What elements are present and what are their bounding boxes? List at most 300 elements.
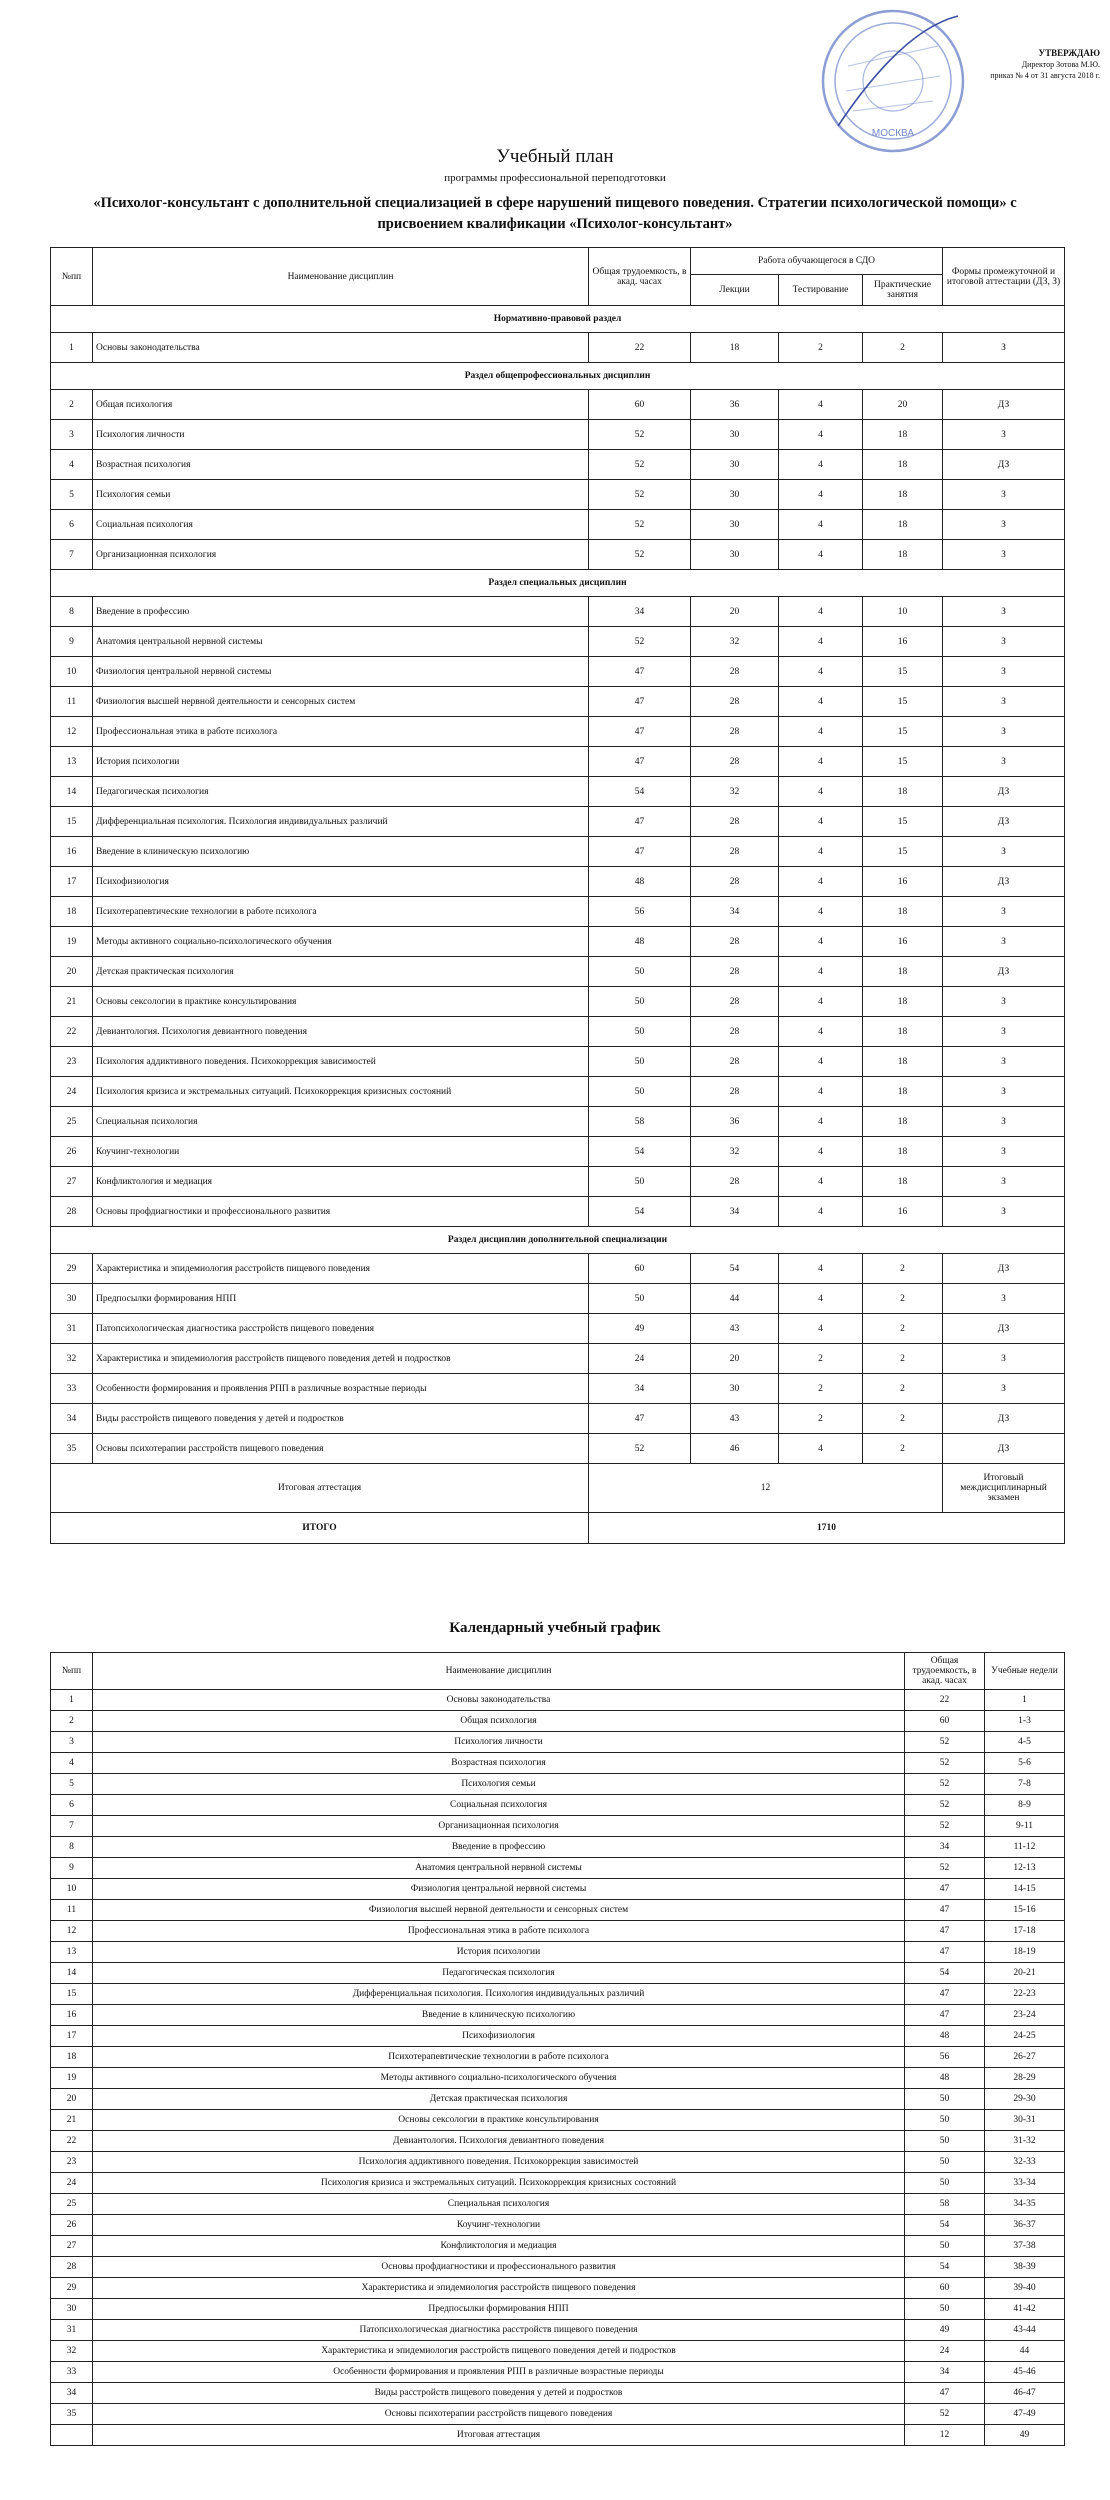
cell-num: 15 — [51, 807, 93, 837]
cell-testing: 2 — [779, 1344, 863, 1374]
cell-testing: 4 — [779, 1284, 863, 1314]
header-num: №пп — [51, 248, 93, 306]
section-title: Раздел общепрофессиональных дисциплин — [51, 363, 1065, 390]
cell-total: 47 — [589, 717, 691, 747]
calendar-row — [51, 2425, 1065, 2446]
cal-num: 27 — [51, 2236, 93, 2257]
table-row — [51, 390, 1065, 420]
cell-practice: 10 — [863, 597, 943, 627]
cal-total: 49 — [905, 2320, 985, 2341]
cell-total: 52 — [589, 540, 691, 570]
cell-num: 25 — [51, 1107, 93, 1137]
cell-practice: 18 — [863, 450, 943, 480]
cell-form: З — [943, 897, 1065, 927]
cell-practice: 2 — [863, 333, 943, 363]
calendar-row — [51, 2278, 1065, 2299]
cal-total: 12 — [905, 2425, 985, 2446]
table-row — [51, 1107, 1065, 1137]
table-row — [51, 1404, 1065, 1434]
cell-name: Психофизиология — [93, 867, 589, 897]
cell-form: З — [943, 1137, 1065, 1167]
cell-lectures: 43 — [691, 1314, 779, 1344]
calendar-row — [51, 2068, 1065, 2089]
cell-num: 35 — [51, 1434, 93, 1464]
cell-testing: 4 — [779, 1137, 863, 1167]
section-row — [51, 1227, 1065, 1254]
cell-practice: 2 — [863, 1434, 943, 1464]
cell-num: 30 — [51, 1284, 93, 1314]
cal-weeks: 29-30 — [985, 2089, 1065, 2110]
cell-num: 27 — [51, 1167, 93, 1197]
header-testing: Тестирование — [779, 275, 863, 306]
cal-total: 58 — [905, 2194, 985, 2215]
cal-total: 47 — [905, 1879, 985, 1900]
cell-name: Введение в профессию — [93, 597, 589, 627]
cell-lectures: 34 — [691, 897, 779, 927]
cell-name: Основы психотерапии расстройств пищевого поведения — [93, 1434, 589, 1464]
cal-name: Психология аддиктивного поведения. Психокоррекция зависимостей — [93, 2152, 905, 2173]
cell-lectures: 30 — [691, 420, 779, 450]
cal-total: 54 — [905, 2215, 985, 2236]
calendar-row — [51, 1984, 1065, 2005]
cal-num: 30 — [51, 2299, 93, 2320]
cal-weeks: 45-46 — [985, 2362, 1065, 2383]
cal-weeks: 49 — [985, 2425, 1065, 2446]
table-row — [51, 1167, 1065, 1197]
cell-total: 60 — [589, 1254, 691, 1284]
cell-lectures: 28 — [691, 657, 779, 687]
cell-num: 12 — [51, 717, 93, 747]
cell-total: 56 — [589, 897, 691, 927]
cell-testing: 4 — [779, 1077, 863, 1107]
cal-weeks: 7-8 — [985, 1774, 1065, 1795]
cell-num: 5 — [51, 480, 93, 510]
header-name: Наименование дисциплин — [93, 248, 589, 306]
table-row — [51, 540, 1065, 570]
cell-num: 3 — [51, 420, 93, 450]
cell-num: 22 — [51, 1017, 93, 1047]
calendar-row — [51, 2341, 1065, 2362]
calendar-row — [51, 1795, 1065, 1816]
cell-lectures: 28 — [691, 687, 779, 717]
table-row — [51, 1344, 1065, 1374]
calendar-row — [51, 1942, 1065, 1963]
cell-name: Организационная психология — [93, 540, 589, 570]
cal-name: Виды расстройств пищевого поведения у детей и подростков — [93, 2383, 905, 2404]
cell-testing: 4 — [779, 420, 863, 450]
calendar-body — [51, 1690, 1065, 2446]
cell-form: З — [943, 837, 1065, 867]
table-row — [51, 867, 1065, 897]
cal-weeks: 26-27 — [985, 2047, 1065, 2068]
cal-name: Психология семьи — [93, 1774, 905, 1795]
header-practice: Практические занятия — [863, 275, 943, 306]
total-row — [51, 1513, 1065, 1544]
cell-lectures: 36 — [691, 1107, 779, 1137]
cell-total: 58 — [589, 1107, 691, 1137]
cell-testing: 4 — [779, 807, 863, 837]
cell-name: Дифференциальная психология. Психология индивидуальных различий — [93, 807, 589, 837]
cell-testing: 4 — [779, 1017, 863, 1047]
cell-lectures: 28 — [691, 1167, 779, 1197]
cal-weeks: 15-16 — [985, 1900, 1065, 1921]
cell-testing: 2 — [779, 1374, 863, 1404]
cell-practice: 18 — [863, 420, 943, 450]
cell-practice: 20 — [863, 390, 943, 420]
cell-name: Конфликтология и медиация — [93, 1167, 589, 1197]
cell-practice: 18 — [863, 957, 943, 987]
cell-total: 54 — [589, 1197, 691, 1227]
cell-lectures: 32 — [691, 1137, 779, 1167]
cell-practice: 16 — [863, 867, 943, 897]
calendar-row — [51, 1921, 1065, 1942]
cell-form: З — [943, 1167, 1065, 1197]
cell-testing: 2 — [779, 333, 863, 363]
cell-name: Основы сексологии в практике консультирования — [93, 987, 589, 1017]
cal-num: 7 — [51, 1816, 93, 1837]
cal-weeks: 4-5 — [985, 1732, 1065, 1753]
cal-total: 50 — [905, 2131, 985, 2152]
cal-num: 32 — [51, 2341, 93, 2362]
calendar-row — [51, 1774, 1065, 1795]
cal-name: Девиантология. Психология девиантного поведения — [93, 2131, 905, 2152]
cal-num: 16 — [51, 2005, 93, 2026]
table-row — [51, 957, 1065, 987]
cal-name: Конфликтология и медиация — [93, 2236, 905, 2257]
cell-lectures: 32 — [691, 777, 779, 807]
cal-name: Введение в клиническую психологию — [93, 2005, 905, 2026]
cell-practice: 18 — [863, 480, 943, 510]
cal-name: Особенности формирования и проявления РПП в различные возрастные периоды — [93, 2362, 905, 2383]
calendar-row — [51, 1711, 1065, 1732]
cell-name: Психология кризиса и экстремальных ситуаций. Психокоррекция кризисных состояний — [93, 1077, 589, 1107]
cal-weeks: 30-31 — [985, 2110, 1065, 2131]
cell-form: ДЗ — [943, 777, 1065, 807]
cell-num: 21 — [51, 987, 93, 1017]
cell-name: Возрастная психология — [93, 450, 589, 480]
section-title: Раздел дисциплин дополнительной специализации — [51, 1227, 1065, 1254]
cell-total: 52 — [589, 450, 691, 480]
cell-testing: 4 — [779, 657, 863, 687]
calendar-row — [51, 2236, 1065, 2257]
cell-testing: 4 — [779, 1047, 863, 1077]
calendar-row — [51, 1837, 1065, 1858]
cal-weeks: 8-9 — [985, 1795, 1065, 1816]
cal-weeks: 43-44 — [985, 2320, 1065, 2341]
cell-total: 47 — [589, 657, 691, 687]
cell-form: З — [943, 717, 1065, 747]
cal-total: 22 — [905, 1690, 985, 1711]
cell-total: 50 — [589, 1284, 691, 1314]
cal-num: 22 — [51, 2131, 93, 2152]
cal-num: 17 — [51, 2026, 93, 2047]
cal-num: 8 — [51, 1837, 93, 1858]
cell-practice: 18 — [863, 1107, 943, 1137]
cell-form: ДЗ — [943, 390, 1065, 420]
cell-total: 54 — [589, 777, 691, 807]
cal-num: 24 — [51, 2173, 93, 2194]
cell-name: Профессиональная этика в работе психолога — [93, 717, 589, 747]
cal-weeks: 36-37 — [985, 2215, 1065, 2236]
table-row — [51, 1197, 1065, 1227]
cell-total: 50 — [589, 1167, 691, 1197]
cal-total: 50 — [905, 2152, 985, 2173]
cal-name: Педагогическая психология — [93, 1963, 905, 1984]
cal-header-weeks: Учебные недели — [985, 1653, 1065, 1690]
cell-form: ДЗ — [943, 1254, 1065, 1284]
calendar-table — [50, 1652, 1065, 2446]
cell-practice: 16 — [863, 1197, 943, 1227]
curriculum-table — [50, 247, 1065, 1544]
cal-num: 10 — [51, 1879, 93, 1900]
cal-weeks: 32-33 — [985, 2152, 1065, 2173]
calendar-row — [51, 1690, 1065, 1711]
cal-total: 54 — [905, 2257, 985, 2278]
cell-name: Анатомия центральной нервной системы — [93, 627, 589, 657]
cal-num: 14 — [51, 1963, 93, 1984]
cal-name: Физиология центральной нервной системы — [93, 1879, 905, 1900]
cell-total: 22 — [589, 333, 691, 363]
calendar-row — [51, 2194, 1065, 2215]
table-row — [51, 597, 1065, 627]
cal-num: 5 — [51, 1774, 93, 1795]
cell-total: 50 — [589, 1047, 691, 1077]
cal-name: История психологии — [93, 1942, 905, 1963]
cal-num: 28 — [51, 2257, 93, 2278]
cal-weeks: 41-42 — [985, 2299, 1065, 2320]
header-lectures: Лекции — [691, 275, 779, 306]
seal-stamp — [818, 6, 968, 156]
calendar-row — [51, 2257, 1065, 2278]
cell-testing: 4 — [779, 867, 863, 897]
cell-name: Психология личности — [93, 420, 589, 450]
cell-practice: 18 — [863, 540, 943, 570]
cal-total: 50 — [905, 2089, 985, 2110]
cell-total: 60 — [589, 390, 691, 420]
cell-practice: 15 — [863, 837, 943, 867]
cell-form: ДЗ — [943, 1404, 1065, 1434]
cell-practice: 18 — [863, 1077, 943, 1107]
cell-total: 50 — [589, 987, 691, 1017]
table-row — [51, 1077, 1065, 1107]
cell-lectures: 30 — [691, 480, 779, 510]
cell-testing: 2 — [779, 1404, 863, 1434]
cell-practice: 15 — [863, 657, 943, 687]
section-title: Раздел специальных дисциплин — [51, 570, 1065, 597]
final-hours: 12 — [589, 1464, 943, 1513]
cal-weeks: 47-49 — [985, 2404, 1065, 2425]
cal-num: 20 — [51, 2089, 93, 2110]
table-row — [51, 1374, 1065, 1404]
cal-total: 52 — [905, 1795, 985, 1816]
cal-weeks: 38-39 — [985, 2257, 1065, 2278]
calendar-row — [51, 2320, 1065, 2341]
cell-testing: 4 — [779, 510, 863, 540]
cell-num: 20 — [51, 957, 93, 987]
approval-director: Директор Зотова М.Ю. — [1021, 60, 1100, 69]
cal-name: Итоговая аттестация — [93, 2425, 905, 2446]
cal-name: Анатомия центральной нервной системы — [93, 1858, 905, 1879]
cell-testing: 4 — [779, 987, 863, 1017]
cell-lectures: 54 — [691, 1254, 779, 1284]
cell-lectures: 30 — [691, 1374, 779, 1404]
cell-name: Характеристика и эпидемиология расстройств пищевого поведения детей и подростков — [93, 1344, 589, 1374]
cell-lectures: 28 — [691, 927, 779, 957]
cell-name: Социальная психология — [93, 510, 589, 540]
cal-total: 60 — [905, 1711, 985, 1732]
calendar-row — [51, 1900, 1065, 1921]
cell-lectures: 20 — [691, 1344, 779, 1374]
cell-lectures: 30 — [691, 540, 779, 570]
calendar-row — [51, 2110, 1065, 2131]
cell-name: Основы законодательства — [93, 333, 589, 363]
table-row — [51, 657, 1065, 687]
cell-name: Педагогическая психология — [93, 777, 589, 807]
cell-form: З — [943, 1107, 1065, 1137]
cell-form: ДЗ — [943, 1434, 1065, 1464]
cell-practice: 18 — [863, 897, 943, 927]
cell-testing: 4 — [779, 1167, 863, 1197]
section-title: Нормативно-правовой раздел — [51, 306, 1065, 333]
cal-total: 52 — [905, 1774, 985, 1795]
cell-testing: 4 — [779, 897, 863, 927]
cal-num: 31 — [51, 2320, 93, 2341]
cell-lectures: 30 — [691, 450, 779, 480]
cal-total: 47 — [905, 2383, 985, 2404]
cell-num: 31 — [51, 1314, 93, 1344]
cell-total: 47 — [589, 807, 691, 837]
cell-total: 52 — [589, 1434, 691, 1464]
cal-weeks: 28-29 — [985, 2068, 1065, 2089]
cell-testing: 4 — [779, 777, 863, 807]
cell-total: 34 — [589, 1374, 691, 1404]
cell-num: 14 — [51, 777, 93, 807]
calendar-row — [51, 2362, 1065, 2383]
total-hours: 1710 — [589, 1513, 1065, 1544]
cal-name: Характеристика и эпидемиология расстройств пищевого поведения детей и подростков — [93, 2341, 905, 2362]
cell-form: ДЗ — [943, 867, 1065, 897]
cell-name: Основы профдиагностики и профессионального развития — [93, 1197, 589, 1227]
cal-total: 52 — [905, 1732, 985, 1753]
cal-weeks: 34-35 — [985, 2194, 1065, 2215]
cell-lectures: 28 — [691, 807, 779, 837]
cell-lectures: 20 — [691, 597, 779, 627]
table-row — [51, 333, 1065, 363]
cell-num: 19 — [51, 927, 93, 957]
cal-weeks: 1-3 — [985, 1711, 1065, 1732]
cell-practice: 18 — [863, 510, 943, 540]
curriculum-body — [51, 306, 1065, 1544]
page-subtitle: программы профессиональной переподготовки — [444, 172, 666, 184]
cal-header-name: Наименование дисциплин — [93, 1653, 905, 1690]
cal-weeks: 39-40 — [985, 2278, 1065, 2299]
cal-num: 2 — [51, 1711, 93, 1732]
cell-form: ДЗ — [943, 957, 1065, 987]
cal-weeks: 46-47 — [985, 2383, 1065, 2404]
cal-header-num: №пп — [51, 1653, 93, 1690]
page-title: Учебный план — [496, 146, 614, 167]
cell-name: Психология аддиктивного поведения. Психокоррекция зависимостей — [93, 1047, 589, 1077]
cell-num: 34 — [51, 1404, 93, 1434]
cell-total: 52 — [589, 627, 691, 657]
cell-lectures: 28 — [691, 987, 779, 1017]
cell-num: 13 — [51, 747, 93, 777]
cal-total: 50 — [905, 2299, 985, 2320]
cal-name: Детская практическая психология — [93, 2089, 905, 2110]
cell-name: Физиология центральной нервной системы — [93, 657, 589, 687]
approval-block — [960, 48, 1100, 81]
cal-num: 12 — [51, 1921, 93, 1942]
cell-form: З — [943, 1284, 1065, 1314]
cell-form: З — [943, 597, 1065, 627]
cal-num: 1 — [51, 1690, 93, 1711]
cell-name: Общая психология — [93, 390, 589, 420]
cell-num: 32 — [51, 1344, 93, 1374]
cell-form: З — [943, 333, 1065, 363]
cell-form: З — [943, 1197, 1065, 1227]
cell-num: 8 — [51, 597, 93, 627]
cell-lectures: 34 — [691, 1197, 779, 1227]
cell-practice: 15 — [863, 687, 943, 717]
cell-testing: 4 — [779, 687, 863, 717]
table-row — [51, 897, 1065, 927]
table-row — [51, 1137, 1065, 1167]
cell-total: 50 — [589, 957, 691, 987]
cell-num: 26 — [51, 1137, 93, 1167]
approval-order: приказ № 4 от 31 августа 2018 г. — [990, 71, 1100, 80]
cal-num: 23 — [51, 2152, 93, 2173]
cal-total: 34 — [905, 2362, 985, 2383]
calendar-title: Календарный учебный график — [449, 1620, 661, 1636]
cal-weeks: 22-23 — [985, 1984, 1065, 2005]
cell-testing: 4 — [779, 747, 863, 777]
cell-practice: 18 — [863, 1167, 943, 1197]
cal-weeks: 20-21 — [985, 1963, 1065, 1984]
cal-weeks: 17-18 — [985, 1921, 1065, 1942]
cal-weeks: 31-32 — [985, 2131, 1065, 2152]
cal-total: 54 — [905, 1963, 985, 1984]
cell-testing: 4 — [779, 627, 863, 657]
seal-text: МОСКВА — [871, 128, 915, 139]
cell-total: 47 — [589, 747, 691, 777]
cell-form: З — [943, 1017, 1065, 1047]
cell-practice: 2 — [863, 1284, 943, 1314]
cal-total: 52 — [905, 1858, 985, 1879]
calendar-row — [51, 1816, 1065, 1837]
cell-name: Методы активного социально-психологического обучения — [93, 927, 589, 957]
calendar-row — [51, 2215, 1065, 2236]
cal-num: 25 — [51, 2194, 93, 2215]
cell-num: 6 — [51, 510, 93, 540]
cell-practice: 18 — [863, 987, 943, 1017]
cell-num: 4 — [51, 450, 93, 480]
cell-form: З — [943, 540, 1065, 570]
cell-practice: 18 — [863, 1017, 943, 1047]
calendar-row — [51, 2005, 1065, 2026]
cell-form: З — [943, 987, 1065, 1017]
final-attestation-row — [51, 1464, 1065, 1513]
calendar-row — [51, 2299, 1065, 2320]
cell-name: Введение в клиническую психологию — [93, 837, 589, 867]
cal-num: 15 — [51, 1984, 93, 2005]
cell-practice: 2 — [863, 1344, 943, 1374]
cell-num: 2 — [51, 390, 93, 420]
cal-num: 33 — [51, 2362, 93, 2383]
cell-practice: 15 — [863, 747, 943, 777]
cell-name: Физиология высшей нервной деятельности и сенсорных систем — [93, 687, 589, 717]
cell-name: Девиантология. Психология девиантного поведения — [93, 1017, 589, 1047]
cell-form: З — [943, 1077, 1065, 1107]
